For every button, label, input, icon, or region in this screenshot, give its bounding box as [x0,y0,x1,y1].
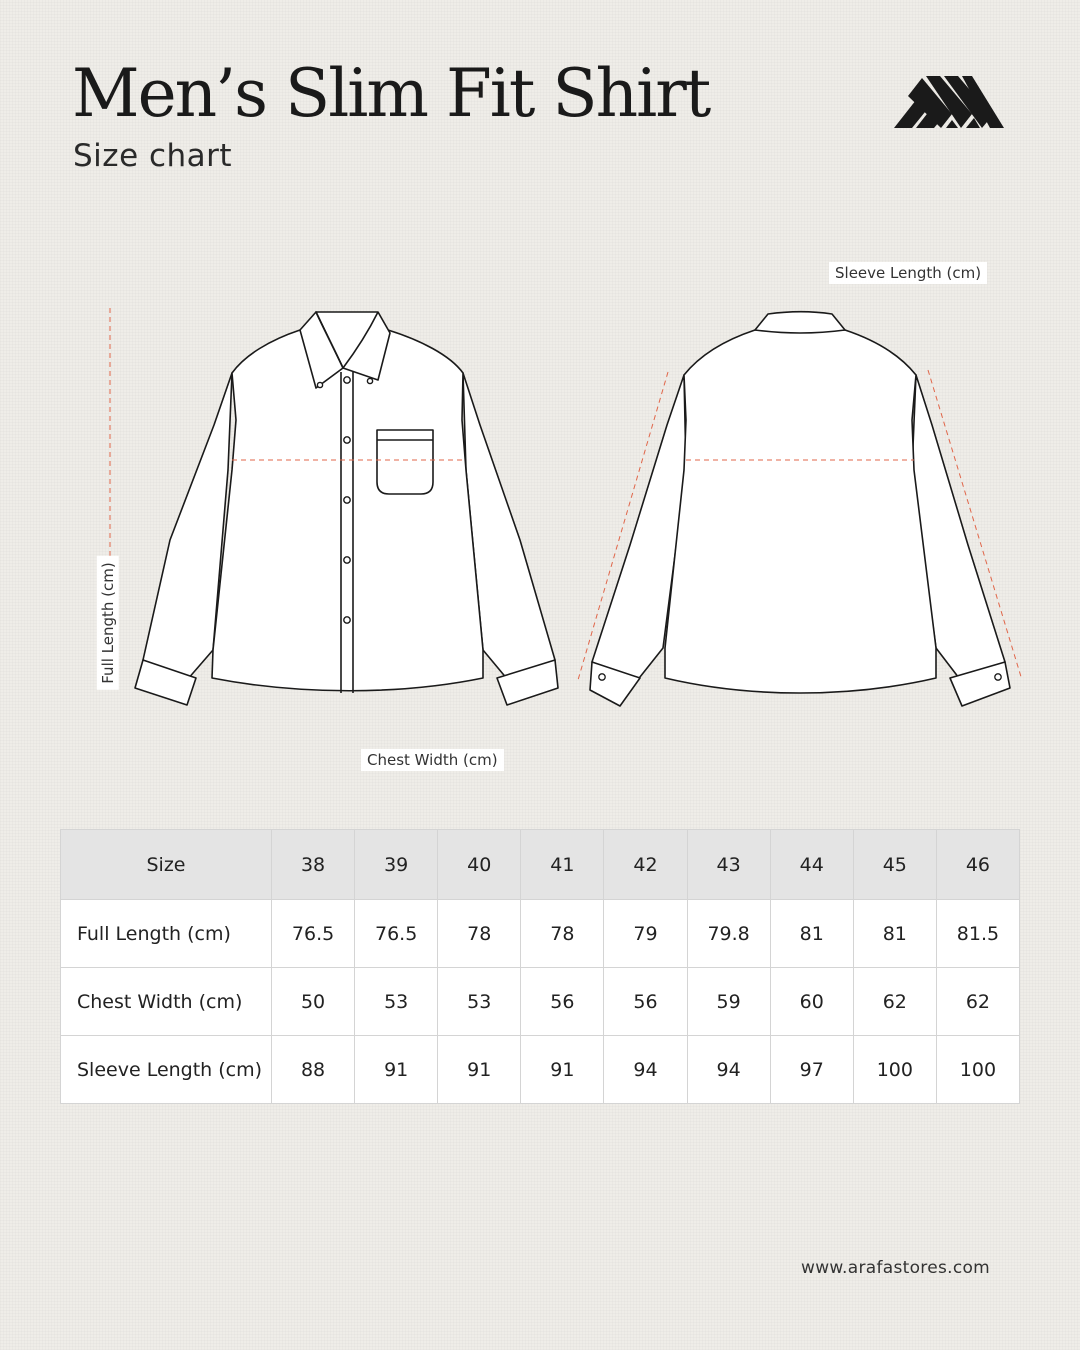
page-subtitle: Size chart [73,138,233,174]
chest-width-label: Chest Width (cm) [361,749,504,771]
row-label: Full Length (cm) [61,900,272,968]
table-cell: 81 [853,900,936,968]
page-title: Men’s Slim Fit Shirt [72,55,710,132]
shirt-front-illustration [135,312,558,705]
row-label: Sleeve Length (cm) [61,1036,272,1104]
table-cell: 62 [936,968,1019,1036]
table-cell: 100 [936,1036,1019,1104]
table-cell: 91 [355,1036,438,1104]
table-row [61,900,1020,968]
full-length-label: Full Length (cm) [97,556,119,690]
table-cell: 81 [770,900,853,968]
size-header-cell: 41 [521,830,604,900]
table-cell: 59 [687,968,770,1036]
size-header-cell: 42 [604,830,687,900]
table-cell: 91 [438,1036,521,1104]
table-cell: 81.5 [936,900,1019,968]
table-cell: 88 [272,1036,355,1104]
table-cell: 78 [438,900,521,968]
table-cell: 79 [604,900,687,968]
shirt-back-illustration [590,312,1010,706]
table-cell: 94 [687,1036,770,1104]
table-cell: 53 [438,968,521,1036]
table-cell: 76.5 [272,900,355,968]
sleeve-length-label: Sleeve Length (cm) [829,262,987,284]
size-header-cell: 43 [687,830,770,900]
table-cell: 62 [853,968,936,1036]
size-header-cell: 44 [770,830,853,900]
size-header-label: Size [61,830,272,900]
size-header-cell: 40 [438,830,521,900]
size-header-cell: 45 [853,830,936,900]
size-header-cell: 38 [272,830,355,900]
table-row [61,968,1020,1036]
table-cell: 56 [604,968,687,1036]
table-cell: 94 [604,1036,687,1104]
size-header-row [61,830,1020,900]
table-cell: 78 [521,900,604,968]
table-cell: 79.8 [687,900,770,968]
table-cell: 91 [521,1036,604,1104]
website-link[interactable]: www.arafastores.com [801,1258,991,1278]
table-cell: 53 [355,968,438,1036]
table-cell: 60 [770,968,853,1036]
table-row [61,1036,1020,1104]
size-header-cell: 46 [936,830,1019,900]
table-cell: 56 [521,968,604,1036]
table-cell: 97 [770,1036,853,1104]
table-cell: 100 [853,1036,936,1104]
size-table [60,829,1020,1104]
table-cell: 76.5 [355,900,438,968]
row-label: Chest Width (cm) [61,968,272,1036]
size-header-cell: 39 [355,830,438,900]
table-cell: 50 [272,968,355,1036]
